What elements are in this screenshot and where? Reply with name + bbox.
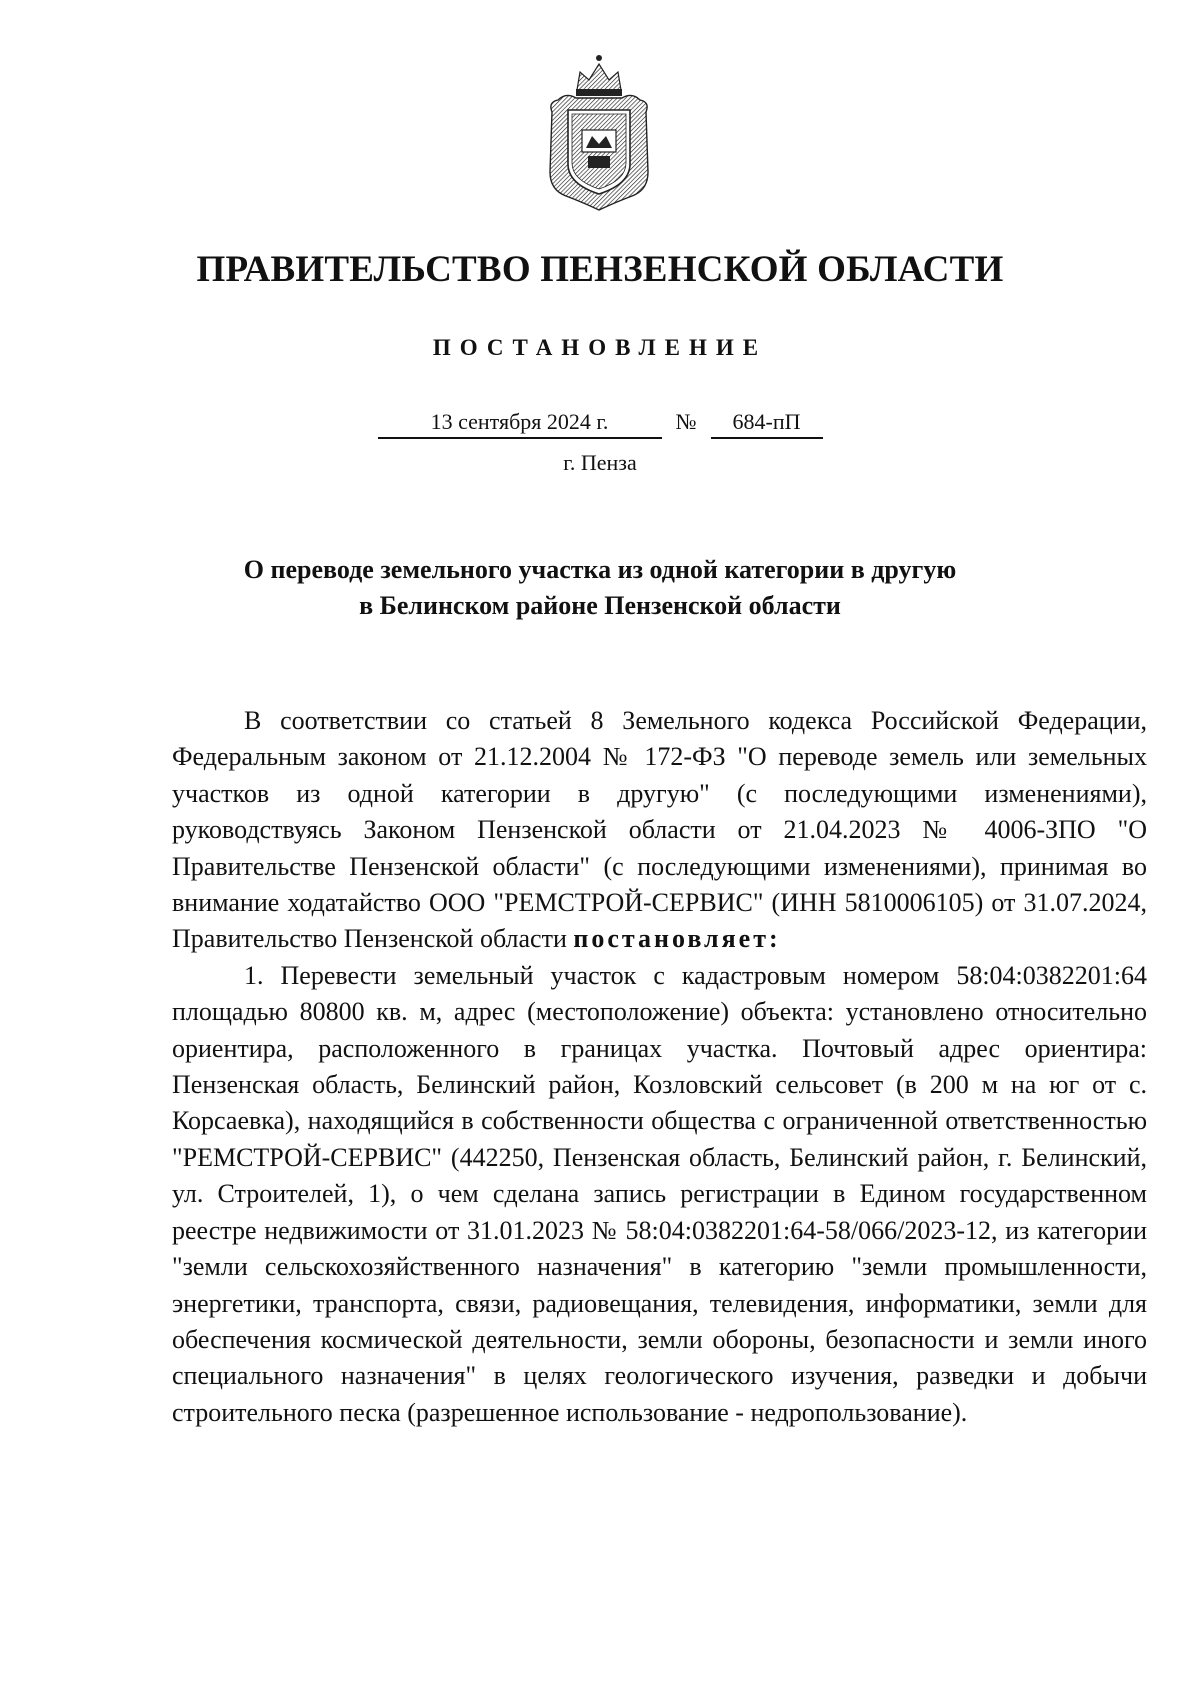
organization-name: ПРАВИТЕЛЬСТВО ПЕНЗЕНСКОЙ ОБЛАСТИ — [196, 249, 1004, 290]
document-title-line-1: О переводе земельного участка из одной категории в другую — [243, 555, 957, 584]
document-body — [172, 703, 1147, 1431]
document-date: 13 сентября 2024 г. — [378, 409, 662, 439]
document-type: ПОСТАНОВЛЕНИЕ — [432, 335, 768, 360]
document-number: 684-пП — [711, 409, 823, 439]
document-title — [160, 552, 1040, 624]
resolve-word: постановляет: — [573, 924, 781, 954]
number-sign: № — [675, 409, 697, 434]
coat-of-arms-icon — [544, 52, 654, 212]
preamble-paragraph — [172, 703, 1147, 958]
document-title-line-2: в Белинском районе Пензенской области — [359, 591, 841, 620]
date-number-line — [0, 409, 1200, 439]
document-city: г. Пенза — [563, 450, 637, 475]
item-1-paragraph: 1. Перевести земельный участок с кадастровым номером 58:04:0382201:64 площадью 80800 кв. м, адрес (местоположение) объекта: установлено относительно ориентира, расположенного в границах участка. Почтовый адрес ориентира: Пензенская область, Белинский район, Козловский сельсовет (в 200 м на юг от с. Корсаевка), находящийся в собственности общества с ограниченной ответственностью "РЕМСТРОЙ-СЕРВИС" (442250, Пензенская область, Белинский район, г. Белинский, ул. Строителей, 1), о чем сделана запись регистрации в Едином государственном реестре недвижимости от 31.01.2023 № 58:04:0382201:64-58/066/2023-12, из категории "земли сельскохозяйственного назначения" в категорию "земли промышленности, энергетики, транспорта, связи, радиовещания, телевидения, информатики, земли для обеспечения космической деятельности, земли обороны, безопасности и земли иного специального назначения" в целях геологического изучения, разведки и добычи строительного песка (разрешенное использование - недропользование). — [172, 960, 1147, 1427]
preamble-text: В соответствии со статьей 8 Земельного кодекса Российской Федерации, Федеральным законом от 21.12.2004 № 172-ФЗ "О переводе земель или земельных участков из одной категории в другую" (с последующими изменениями), руководствуясь Законом Пензенской области от 21.04.2023 № 4006-ЗПО "О Правительстве Пензенской области" (с последующими изменениями), принимая во внимание ходатайство ООО "РЕМСТРОЙ-СЕРВИС" (ИНН 5810006105) от 31.07.2024, Правительство Пензенской области — [172, 706, 1147, 954]
